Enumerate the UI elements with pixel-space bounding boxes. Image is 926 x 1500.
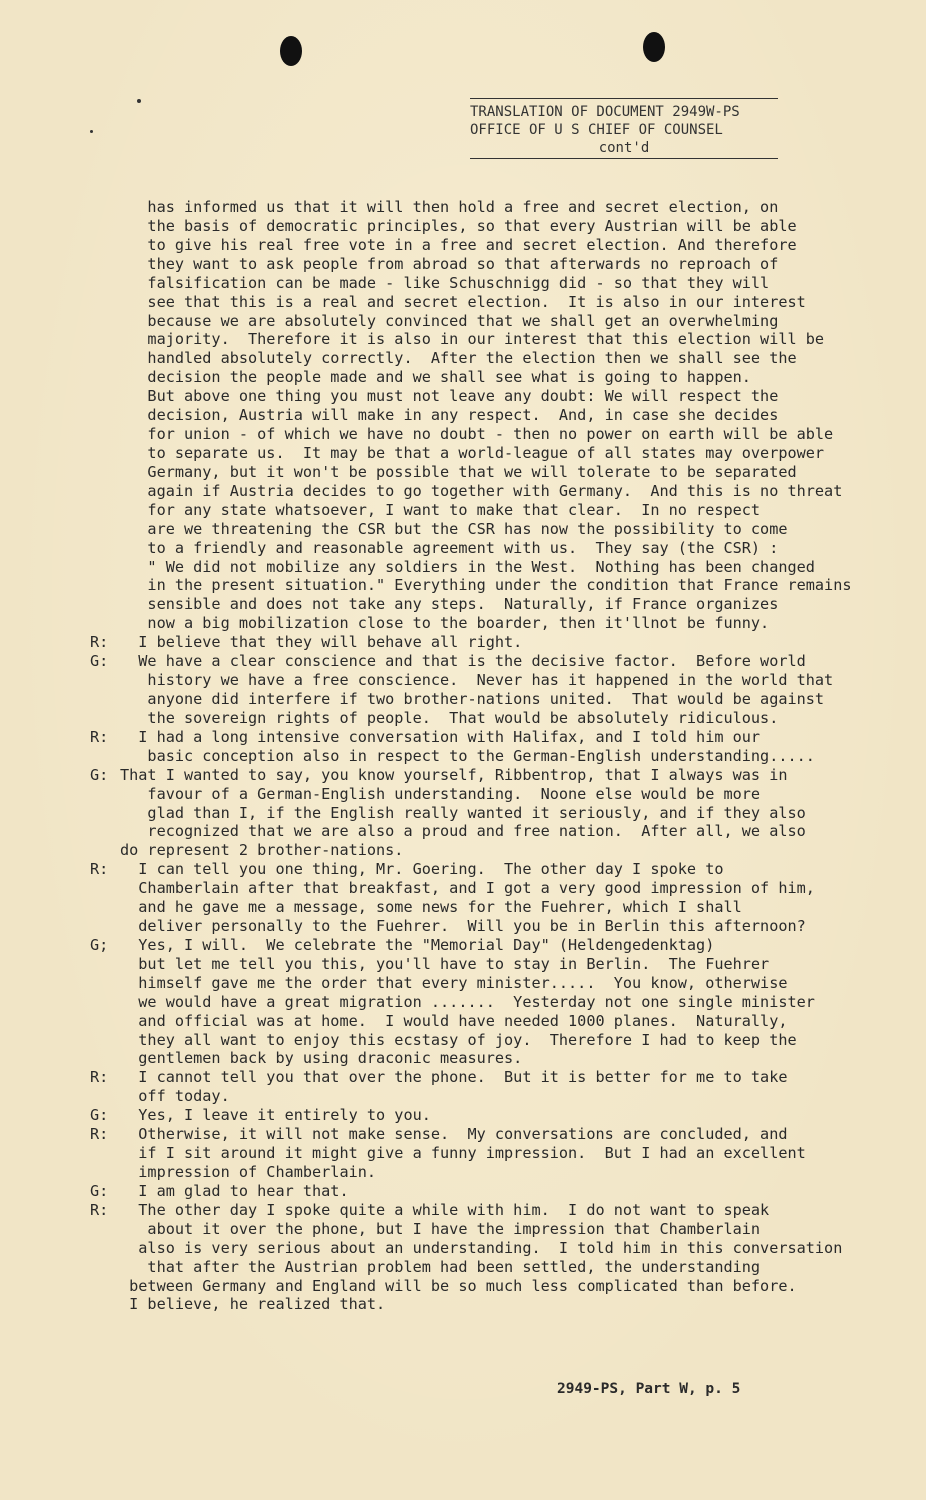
- transcript-line: [90, 1144, 880, 1163]
- line-text: they all want to enjoy this ecstasy of joy. Therefore I had to keep the: [120, 1030, 797, 1049]
- speaker-label: R:: [90, 1068, 109, 1087]
- transcript-line: [90, 652, 880, 671]
- transcript-line: [90, 917, 880, 936]
- transcript-line: [90, 879, 880, 898]
- transcript-line: [90, 576, 880, 595]
- line-text: are we threatening the CSR but the CSR has now the possibility to come: [120, 519, 788, 538]
- line-text: the sovereign rights of people. That would be absolutely ridiculous.: [120, 708, 779, 727]
- header-office: OFFICE OF U S CHIEF OF COUNSEL: [470, 122, 723, 138]
- line-text: but let me tell you this, you'll have to stay in Berlin. The Fuehrer: [120, 954, 770, 973]
- speaker-label: R:: [90, 860, 109, 879]
- line-text: to a friendly and reasonable agreement with us. They say (the CSR) :: [120, 538, 779, 557]
- transcript-line: [90, 822, 880, 841]
- transcript-line: [90, 1163, 880, 1182]
- line-text: Germany, but it won't be possible that we will tolerate to be separated: [120, 462, 797, 481]
- line-text: Yes, I will. We celebrate the "Memorial Day" (Heldengedenktag): [120, 935, 715, 954]
- line-text: majority. Therefore it is also in our interest that this election will be: [120, 330, 825, 349]
- speaker-label: G:: [90, 1106, 109, 1125]
- header-continued: cont'd: [470, 139, 778, 159]
- transcript-line: [90, 955, 880, 974]
- transcript-line: [90, 520, 880, 539]
- line-text: off today.: [120, 1087, 230, 1106]
- line-text: I believe, he realized that.: [120, 1295, 386, 1314]
- speaker-label: G:: [90, 1181, 109, 1200]
- transcript-line: [90, 1012, 880, 1031]
- transcript-line: [90, 1277, 880, 1296]
- line-text: " We did not mobilize any soldiers in the West. Nothing has been changed: [120, 557, 815, 576]
- line-text: Chamberlain after that breakfast, and I got a very good impression of him,: [120, 879, 815, 898]
- line-text: for any state whatsoever, I want to make that clear. In no respect: [120, 500, 761, 519]
- line-text: if I sit around it might give a funny impression. But I had an excellent: [120, 1144, 806, 1163]
- page-footer: 2949-PS, Part W, p. 5: [557, 1381, 741, 1397]
- transcript-line: [90, 1201, 880, 1220]
- line-text: we would have a great migration ....... Yesterday not one single minister: [120, 992, 815, 1011]
- speaker-label: R:: [90, 633, 109, 652]
- transcript-line: [90, 974, 880, 993]
- transcript-line: [90, 255, 880, 274]
- line-text: Otherwise, it will not make sense. My conversations are concluded, and: [120, 1125, 788, 1144]
- transcript-line: [90, 804, 880, 823]
- transcript-line: [90, 236, 880, 255]
- transcript-line: [90, 482, 880, 501]
- line-text: decision the people made and we shall see what is going to happen.: [120, 368, 751, 387]
- transcript-line: [90, 841, 880, 860]
- line-text: anyone did interfere if two brother-nations united. That would be against: [120, 689, 825, 708]
- speaker-label: R:: [90, 1200, 109, 1219]
- transcript-line: [90, 595, 880, 614]
- transcript-line: [90, 444, 880, 463]
- line-text: I am glad to hear that.: [120, 1181, 349, 1200]
- line-text: they want to ask people from abroad so that afterwards no reproach of: [120, 254, 779, 273]
- transcript-line: [90, 217, 880, 236]
- line-text: and he gave me a message, some news for the Fuehrer, which I shall: [120, 898, 742, 917]
- transcript-line: [90, 633, 880, 652]
- line-text: about it over the phone, but I have the impression that Chamberlain: [120, 1219, 761, 1238]
- transcript-line: [90, 1049, 880, 1068]
- speaker-label: R:: [90, 727, 109, 746]
- line-text: in the present situation." Everything under the condition that France remains: [120, 576, 852, 595]
- transcript-line: [90, 349, 880, 368]
- line-text: to separate us. It may be that a world-league of all states may overpower: [120, 443, 825, 462]
- line-text: between Germany and England will be so much less complicated than before.: [120, 1276, 797, 1295]
- transcript-line: [90, 747, 880, 766]
- line-text: handled absolutely correctly. After the election then we shall see the: [120, 349, 797, 368]
- transcript-line: [90, 1087, 880, 1106]
- line-text: That I wanted to say, you know yourself, Ribbentrop, that I always was in: [120, 765, 788, 784]
- line-text: The other day I spoke quite a while with him. I do not want to speak: [120, 1200, 770, 1219]
- line-text: history we have a free conscience. Never has it happened in the world that: [120, 671, 834, 690]
- transcript-line: [90, 198, 880, 217]
- line-text: We have a clear conscience and that is the decisive factor. Before world: [120, 652, 806, 671]
- line-text: I believe that they will behave all right.: [120, 633, 523, 652]
- transcript-line: [90, 709, 880, 728]
- transcript-line: [90, 1258, 880, 1277]
- transcript-line: [90, 501, 880, 520]
- line-text: basic conception also in respect to the German-English understanding.....: [120, 746, 815, 765]
- punch-hole-right: [643, 32, 665, 62]
- line-text: favour of a German-English understanding. Noone else would be more: [120, 784, 761, 803]
- transcript-line: [90, 728, 880, 747]
- header-title: TRANSLATION OF DOCUMENT 2949W-PS: [470, 104, 740, 120]
- line-text: now a big mobilization close to the boarder, then it'llnot be funny.: [120, 614, 770, 633]
- line-text: himself gave me the order that every minister..... You know, otherwise: [120, 973, 788, 992]
- line-text: the basis of democratic principles, so that every Austrian will be able: [120, 216, 797, 235]
- speaker-label: R:: [90, 1125, 109, 1144]
- transcript-line: [90, 463, 880, 482]
- transcript-line: [90, 425, 880, 444]
- speaker-label: G:: [90, 765, 109, 784]
- transcript-line: [90, 558, 880, 577]
- transcript-line: [90, 671, 880, 690]
- line-text: I cannot tell you that over the phone. But it is better for me to take: [120, 1068, 788, 1087]
- transcript-line: [90, 1031, 880, 1050]
- transcript-body: [90, 198, 880, 1314]
- transcript-line: [90, 1239, 880, 1258]
- speaker-label: G:: [90, 652, 109, 671]
- ink-speck: [137, 99, 141, 103]
- line-text: Yes, I leave it entirely to you.: [120, 1106, 431, 1125]
- transcript-line: [90, 690, 880, 709]
- transcript-line: [90, 539, 880, 558]
- transcript-line: [90, 1125, 880, 1144]
- document-header: [470, 98, 778, 159]
- line-text: glad than I, if the English really wanted it seriously, and if they also: [120, 803, 806, 822]
- transcript-line: [90, 614, 880, 633]
- line-text: because we are absolutely convinced that we shall get an overwhelming: [120, 311, 779, 330]
- line-text: impression of Chamberlain.: [120, 1163, 377, 1182]
- line-text: I can tell you one thing, Mr. Goering. The other day I spoke to: [120, 860, 724, 879]
- transcript-line: [90, 293, 880, 312]
- punch-hole-left: [280, 36, 302, 66]
- transcript-line: [90, 274, 880, 293]
- transcript-line: [90, 1220, 880, 1239]
- line-text: gentlemen back by using draconic measures.: [120, 1049, 523, 1068]
- line-text: I had a long intensive conversation with Halifax, and I told him our: [120, 727, 761, 746]
- line-text: has informed us that it will then hold a free and secret election, on: [120, 198, 779, 216]
- transcript-line: [90, 406, 880, 425]
- line-text: see that this is a real and secret election. It is also in our interest: [120, 292, 806, 311]
- transcript-line: [90, 1295, 880, 1314]
- transcript-line: [90, 766, 880, 785]
- transcript-line: [90, 1182, 880, 1201]
- line-text: also is very serious about an understanding. I told him in this conversation: [120, 1238, 843, 1257]
- line-text: falsification can be made - like Schuschnigg did - so that they will: [120, 273, 770, 292]
- ink-speck: [90, 130, 93, 133]
- transcript-line: [90, 1106, 880, 1125]
- line-text: for union - of which we have no doubt - then no power on earth will be able: [120, 425, 834, 444]
- transcript-line: [90, 860, 880, 879]
- line-text: But above one thing you must not leave any doubt: We will respect the: [120, 387, 779, 406]
- transcript-line: [90, 387, 880, 406]
- line-text: decision, Austria will make in any respect. And, in case she decides: [120, 406, 779, 425]
- transcript-line: [90, 330, 880, 349]
- transcript-line: [90, 368, 880, 387]
- line-text: deliver personally to the Fuehrer. Will you be in Berlin this afternoon?: [120, 917, 806, 936]
- transcript-line: [90, 785, 880, 804]
- line-text: recognized that we are also a proud and free nation. After all, we also: [120, 822, 806, 841]
- transcript-line: [90, 898, 880, 917]
- transcript-line: [90, 993, 880, 1012]
- line-text: again if Austria decides to go together with Germany. And this is no threat: [120, 481, 843, 500]
- line-text: do represent 2 brother-nations.: [120, 841, 404, 860]
- speaker-label: G;: [90, 935, 109, 954]
- transcript-line: [90, 312, 880, 331]
- line-text: and official was at home. I would have needed 1000 planes. Naturally,: [120, 1011, 788, 1030]
- line-text: that after the Austrian problem had been settled, the understanding: [120, 1257, 761, 1276]
- transcript-line: [90, 936, 880, 955]
- transcript-line: [90, 1068, 880, 1087]
- line-text: to give his real free vote in a free and secret election. And therefore: [120, 235, 797, 254]
- line-text: sensible and does not take any steps. Naturally, if France organizes: [120, 595, 779, 614]
